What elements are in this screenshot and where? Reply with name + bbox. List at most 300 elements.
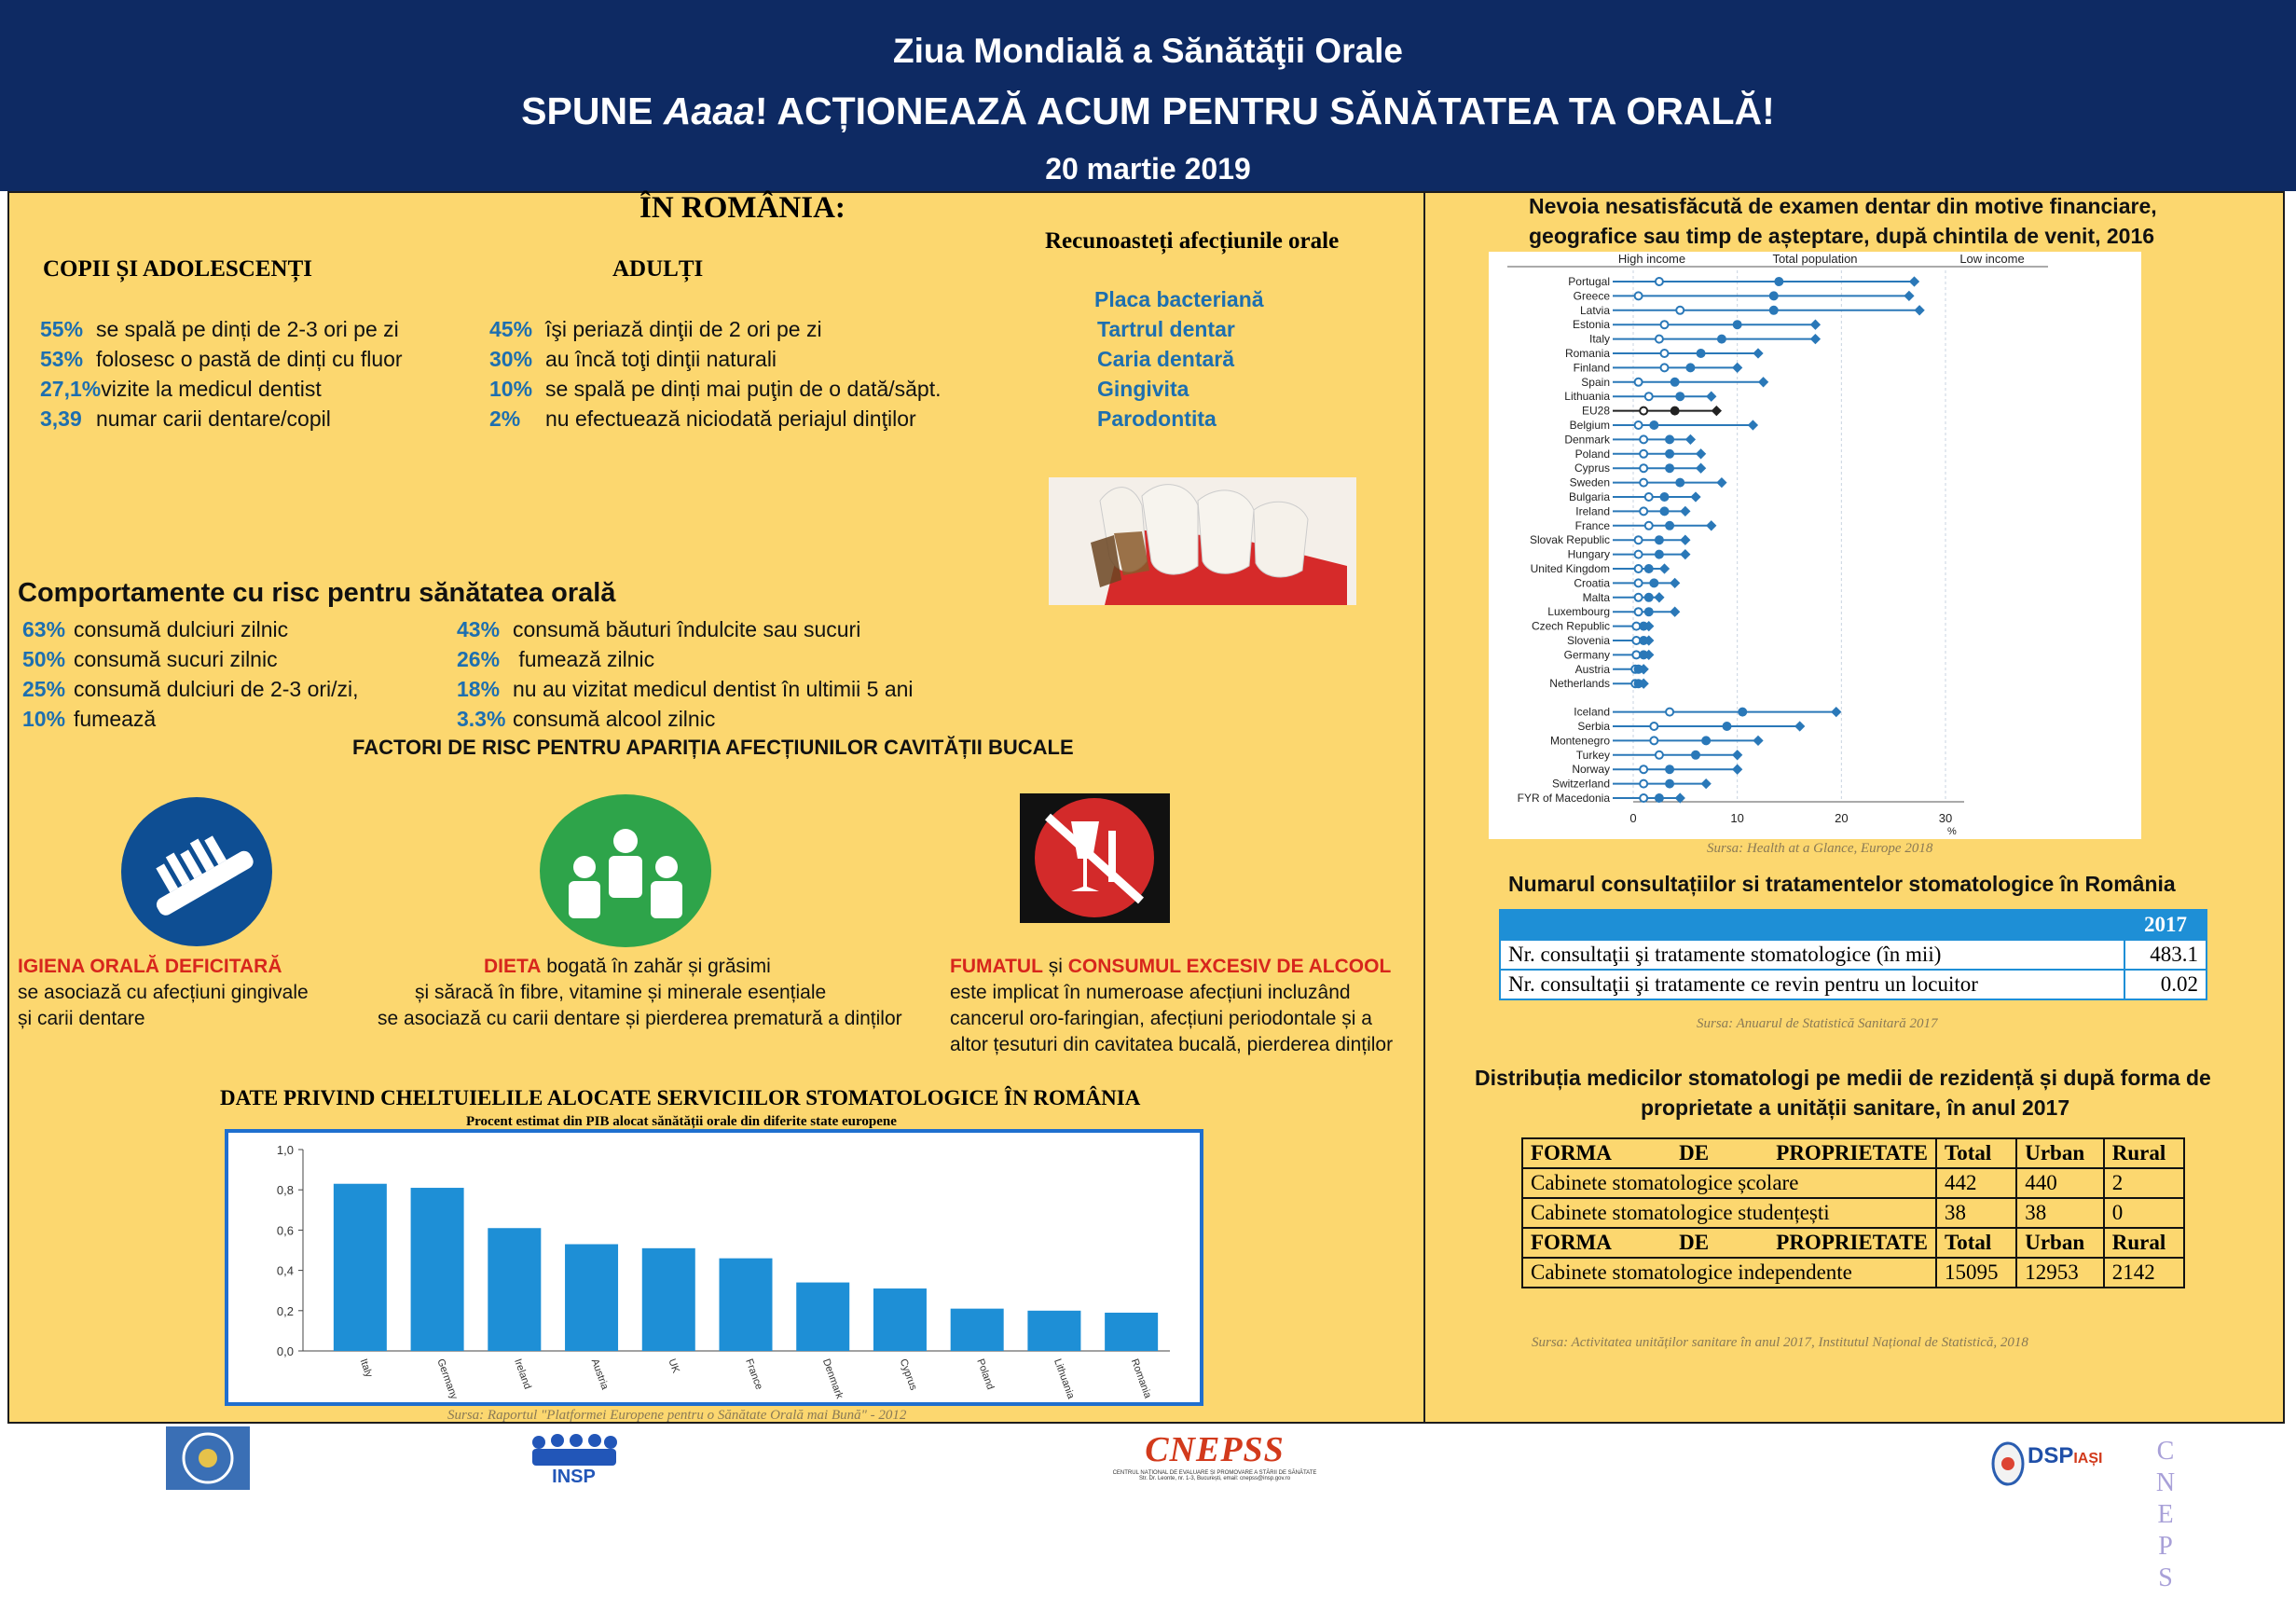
kids-item: [40, 406, 331, 432]
need-x-unit: %: [1947, 826, 1957, 837]
need-country-label: United Kingdom: [1530, 562, 1610, 575]
need-dot-low: [1748, 420, 1758, 430]
bar: [873, 1288, 927, 1351]
consult-row: [1500, 940, 2207, 970]
need-country-label: Estonia: [1572, 318, 1610, 332]
need-country-label: Austria: [1574, 662, 1610, 676]
risk-left-item: [22, 707, 156, 732]
need-country-label: Norway: [1572, 763, 1610, 777]
need-dot-high: [1650, 737, 1657, 744]
need-dot-high: [1640, 435, 1647, 443]
need-dot-high: [1656, 278, 1663, 285]
need-dot-high: [1640, 407, 1647, 415]
factor3-line4: altor țesuturi din cavitatea bucală, pierderea dinților: [950, 1034, 1394, 1055]
distrib-row-name: Cabinete stomatologice independente: [1522, 1258, 1936, 1288]
need-dot-total: [1661, 493, 1669, 501]
need-country-label: Sweden: [1569, 475, 1610, 489]
need-country-label: Iceland: [1574, 705, 1610, 719]
adults-item-text: au încă toţi dinţii naturali: [545, 347, 777, 371]
insp-logo: [525, 1431, 623, 1489]
header-banner: [0, 0, 2296, 191]
need-country-label: Latvia: [1579, 303, 1610, 317]
factor3-line2: este implicat în numeroase afecțiuni incluzând: [950, 982, 1351, 1003]
need-country-label: Ireland: [1575, 504, 1610, 518]
adults-item-pct: 10%: [489, 377, 533, 401]
need-dot-low: [1696, 463, 1706, 474]
adults-item: [489, 377, 942, 402]
need-country-label: Spain: [1581, 375, 1610, 389]
risk-left-item-pct: 63%: [22, 617, 66, 641]
need-dot-low: [1716, 477, 1726, 488]
need-dot-low: [1654, 592, 1664, 602]
kids-item-text: folosesc o pastă de dinți cu fluor: [96, 347, 403, 371]
distrib-row-name: Cabinete stomatologice școlare: [1522, 1168, 1936, 1198]
need-country-label: Switzerland: [1551, 777, 1610, 791]
header-line2-pre: SPUNE: [521, 90, 664, 132]
distrib-header-row-2: [1522, 1228, 2184, 1258]
kids-item-pct: 55%: [40, 317, 84, 341]
need-dot-low: [1680, 549, 1690, 559]
factor3-line3: cancerul oro-faringian, afecțiuni periodontale și a: [950, 1008, 1372, 1029]
need-dot-high: [1640, 507, 1647, 515]
vertical-cnepss-text: [2152, 1436, 2179, 1594]
distrib-row-urban: 38: [2016, 1198, 2104, 1228]
need-dot-total: [1645, 565, 1653, 572]
kids-item-pct: 3,39: [40, 406, 82, 431]
need-dot-total: [1734, 321, 1741, 328]
header-date: 20 martie 2019: [1045, 152, 1251, 186]
need-dot-low: [1670, 578, 1680, 588]
adults-item: [489, 406, 916, 432]
consult-header-empty: [1500, 910, 2124, 940]
need-dot-high: [1640, 765, 1647, 773]
need-legend-label: High income: [1617, 252, 1686, 266]
kids-item: [40, 347, 403, 372]
need-dot-total: [1645, 608, 1653, 615]
factor3-line1: FUMATUL și CONSUMUL EXCESIV DE ALCOOL: [950, 956, 1392, 977]
need-dot-total: [1775, 278, 1782, 285]
need-dot-total: [1671, 407, 1679, 415]
vertical-letter: S: [2158, 1564, 2173, 1592]
need-dot-low: [1794, 721, 1805, 731]
need-dot-low: [1732, 363, 1742, 373]
vertical-letter: N: [2155, 1468, 2176, 1497]
consult-row1-label: Nr. consultaţii şi tratamente stomatologice (în mii): [1500, 940, 2124, 970]
people-icon: [540, 794, 711, 948]
bar-category-label: UK: [666, 1357, 681, 1375]
distrib-table: [1521, 1137, 2185, 1288]
need-dot-total: [1666, 522, 1673, 530]
risk-left-item: [22, 647, 278, 672]
distrib-header2-urban: Urban: [2016, 1228, 2104, 1258]
distrib-row: [1522, 1198, 2184, 1228]
need-dot-high: [1640, 780, 1647, 788]
spending-chart-frame: [225, 1129, 1203, 1406]
need-dot-chart: [1489, 252, 2141, 839]
bar: [411, 1188, 464, 1351]
need-dot-high: [1656, 751, 1663, 759]
risk-right-item: [457, 647, 654, 672]
need-dot-low: [1696, 448, 1706, 459]
need-country-label: Hungary: [1567, 547, 1610, 561]
need-dot-high: [1635, 551, 1643, 558]
need-country-label: Netherlands: [1549, 677, 1610, 691]
need-dot-high: [1650, 723, 1657, 730]
need-dot-total: [1666, 450, 1673, 458]
need-country-label: Lithuania: [1564, 390, 1610, 404]
risk-right-item-text: consumă băuturi îndulcite sau sucuri: [513, 617, 861, 641]
bar-category-label: Ireland: [511, 1357, 533, 1391]
adults-item: [489, 317, 822, 342]
risk-right-item-text: fumează zilnic: [513, 647, 655, 671]
distrib-row-total: 38: [1936, 1198, 2016, 1228]
cnepss-logo-sub1: CENTRUL NAȚIONAL DE EVALUARE ȘI PROMOVARE A STĂRII DE SĂNĂTATE: [1112, 1470, 1317, 1476]
distrib-row: [1522, 1168, 2184, 1198]
column-divider: [1423, 191, 1425, 1424]
romania-title: ÎN ROMÂNIA:: [639, 191, 846, 225]
need-x-tick-label: 10: [1730, 811, 1744, 825]
risk-right-item-text: consumă alcool zilnic: [513, 707, 716, 731]
need-dot-total: [1656, 536, 1663, 544]
kids-item-text: vizite la medicul dentist: [101, 377, 322, 401]
bar-category-label: Poland: [974, 1357, 997, 1392]
need-dot-low: [1659, 563, 1670, 573]
need-dot-total: [1650, 421, 1657, 429]
distrib-header-rural: Rural: [2104, 1138, 2184, 1168]
need-dot-total: [1676, 393, 1684, 400]
bar-y-tick-label: 0,4: [276, 1263, 294, 1278]
need-dot-low: [1831, 707, 1841, 717]
bar-category-label: Germany: [434, 1357, 461, 1401]
dsp-iasi-logo: [2028, 1443, 2103, 1484]
insp-logo-text: INSP: [552, 1467, 596, 1487]
need-dot-low: [1753, 348, 1763, 358]
bar-y-tick-label: 0,0: [276, 1344, 294, 1358]
bar: [720, 1259, 773, 1351]
need-dot-total: [1739, 709, 1746, 716]
need-dot-total: [1724, 723, 1731, 730]
need-dot-high: [1635, 379, 1643, 386]
need-dot-high: [1635, 565, 1643, 572]
risk-left-item-text: consumă sucuri zilnic: [74, 647, 278, 671]
bar-category-label: Lithuania: [1052, 1357, 1077, 1400]
distrib-header-forma: FORMA DE PROPRIETATE: [1522, 1138, 1936, 1168]
consult-table: [1499, 909, 2207, 1000]
risk-left-item-text: fumează: [74, 707, 157, 731]
bar-category-label: Italy: [357, 1357, 375, 1379]
spending-subtitle: Procent estimat din PIB alocat sănătății orale din diferite state europene: [466, 1114, 897, 1129]
adults-item-text: nu efectuează niciodată periajul dinţilor: [545, 406, 916, 431]
bar: [488, 1228, 541, 1351]
bar: [1027, 1311, 1080, 1351]
dsp-logo-text2: IAȘI: [2073, 1451, 2103, 1467]
need-dot-total: [1676, 479, 1684, 487]
need-dot-high: [1635, 579, 1643, 586]
ministry-logo: [166, 1426, 250, 1490]
need-country-label: Cyprus: [1574, 461, 1610, 475]
distrib-row: [1522, 1258, 2184, 1288]
need-country-label: Greece: [1573, 289, 1610, 303]
need-dot-high: [1661, 321, 1669, 328]
risk-left-item-text: consumă dulciuri zilnic: [74, 617, 289, 641]
need-source: Sursa: Health at a Glance, Europe 2018: [1707, 841, 1933, 856]
need-dot-low: [1690, 491, 1700, 502]
need-dot-total: [1666, 765, 1673, 773]
need-country-label: France: [1574, 518, 1610, 532]
need-country-label: Denmark: [1564, 433, 1610, 447]
need-dot-low: [1904, 291, 1914, 301]
need-country-label: Turkey: [1575, 748, 1610, 762]
distrib-title-l2: proprietate a unității sanitare, în anul 2017: [1641, 1095, 2070, 1120]
need-dot-total: [1698, 350, 1705, 357]
need-country-label: Slovenia: [1566, 634, 1610, 647]
risk-right-item-text: nu au vizitat medicul dentist în ultimii 5 ani: [513, 677, 914, 701]
need-dot-total: [1770, 292, 1778, 299]
adults-item: [489, 347, 777, 372]
need-legend-label: Low income: [1959, 252, 2025, 266]
need-title-l1: Nevoia nesatisfăcută de examen dentar din motive financiare,: [1529, 194, 2157, 218]
distrib-row-urban: 440: [2016, 1168, 2104, 1198]
consult-year: 2017: [2124, 910, 2207, 940]
need-country-label: Bulgaria: [1568, 490, 1610, 503]
factor2-line1: DIETA bogată în zahăr și grăsimi: [484, 956, 771, 977]
need-country-label: Finland: [1573, 361, 1610, 375]
need-dot-high: [1640, 794, 1647, 802]
need-dot-high: [1632, 637, 1640, 644]
need-dot-low: [1680, 506, 1690, 517]
distrib-row-total: 442: [1936, 1168, 2016, 1198]
need-dot-high: [1676, 307, 1684, 314]
need-country-label: Italy: [1588, 332, 1610, 346]
risk-left-item: [22, 677, 359, 702]
consult-source: Sursa: Anuarul de Statistică Sanitară 2017: [1697, 1016, 1938, 1031]
need-dot-total: [1692, 751, 1699, 759]
need-dot-low: [1670, 607, 1680, 617]
bar-y-tick-label: 1,0: [276, 1143, 294, 1157]
need-dot-high: [1645, 393, 1653, 400]
need-country-label: Poland: [1574, 447, 1610, 461]
need-dot-high: [1645, 493, 1653, 501]
need-country-label: Malta: [1582, 590, 1610, 604]
distrib-row-urban: 12953: [2016, 1258, 2104, 1288]
bar-category-label: Austria: [588, 1357, 611, 1392]
factors-title: FACTORI DE RISC PENTRU APARIȚIA AFECȚIUNILOR CAVITĂȚII BUCALE: [352, 736, 1074, 759]
need-dot-low: [1914, 305, 1924, 315]
need-legend-label: Total population: [1772, 252, 1858, 266]
need-dot-high: [1635, 421, 1643, 429]
need-dot-high: [1656, 336, 1663, 343]
distrib-header2-forma: FORMA DE PROPRIETATE: [1522, 1228, 1936, 1258]
need-country-label: Belgium: [1569, 419, 1610, 432]
bar-category-label: Denmark: [819, 1357, 846, 1400]
need-dot-low: [1732, 765, 1742, 775]
cnepss-logo-text: CNEPSS: [1145, 1430, 1285, 1469]
consult-row1-value: 483.1: [2124, 940, 2207, 970]
need-dot-low: [1732, 750, 1742, 760]
need-dot-high: [1635, 608, 1643, 615]
kids-item: [40, 317, 399, 342]
spending-source: Sursa: Raportul "Platformei Europene pentru o Sănătate Orală mai Bună" - 2012: [447, 1408, 907, 1423]
adults-item-text: se spală pe dinți mai puţin de o dată/săpt.: [545, 377, 942, 401]
bar-y-tick-label: 0,2: [276, 1303, 294, 1318]
emblem-logo: [1991, 1440, 2025, 1487]
risk-left-item-pct: 25%: [22, 677, 66, 701]
distrib-header-urban: Urban: [2016, 1138, 2104, 1168]
adults-item-pct: 45%: [489, 317, 533, 341]
need-country-label: Romania: [1564, 347, 1610, 360]
need-dot-total: [1686, 364, 1694, 371]
bar: [565, 1245, 618, 1351]
vertical-letter: C: [2156, 1437, 2175, 1466]
recognize-item: Caria dentară: [1097, 347, 1235, 371]
bar: [951, 1309, 1004, 1351]
bar-category-label: France: [743, 1357, 765, 1392]
need-dot-low: [1706, 520, 1716, 530]
cnepss-logo: [1107, 1429, 1322, 1495]
need-country-label: Montenegro: [1549, 734, 1610, 748]
adults-title: ADULȚI: [612, 256, 704, 282]
bar-y-tick-label: 0,8: [276, 1183, 294, 1198]
bar: [334, 1184, 387, 1351]
spending-bar-chart: [228, 1133, 1200, 1402]
recognize-item: Gingivita: [1097, 377, 1189, 401]
need-dot-total: [1671, 379, 1679, 386]
toothbrush-icon: [121, 797, 273, 946]
header-line2: [0, 90, 2296, 133]
need-title-l2: geografice sau timp de așteptare, după chintila de venit, 2016: [1529, 224, 2155, 248]
bar: [1105, 1313, 1158, 1351]
need-dot-low: [1810, 320, 1821, 330]
recognize-title: Recunoasteți afecțiunile orale: [1045, 228, 1340, 254]
distrib-row-rural: 0: [2104, 1198, 2184, 1228]
factor1-red: IGIENA ORALĂ DEFICITARĂ: [18, 956, 282, 977]
adults-item-pct: 30%: [489, 347, 533, 371]
risk-right-item-pct: 26%: [457, 647, 501, 671]
factor2-line3: se asociază cu carii dentare și pierderea prematură a dinților: [378, 1008, 902, 1029]
risk-left-item-text: consumă dulciuri de 2-3 ori/zi,: [74, 677, 359, 701]
need-dot-total: [1656, 551, 1663, 558]
need-dot-low: [1701, 778, 1712, 789]
need-chart-frame: [1489, 252, 2141, 839]
bar-y-tick-label: 0,6: [276, 1223, 294, 1238]
need-dot-low: [1685, 434, 1696, 445]
dsp-logo-text: DSP: [2028, 1443, 2074, 1468]
need-dot-high: [1640, 450, 1647, 458]
risk-right-item-pct: 3.3%: [457, 707, 506, 731]
vertical-letter: P: [2158, 1532, 2173, 1561]
need-dot-low: [1680, 535, 1690, 545]
need-dot-high: [1635, 292, 1643, 299]
need-dot-total: [1666, 435, 1673, 443]
need-dot-low: [1810, 334, 1821, 344]
need-dot-total: [1650, 579, 1657, 586]
factor2-line2: și săracă în fibre, vitamine și minerale esențiale: [415, 982, 827, 1003]
kids-item-pct: 53%: [40, 347, 84, 371]
consult-row2-label: Nr. consultaţii şi tratamente ce revin pentru un locuitor: [1500, 970, 2124, 999]
need-dot-high: [1632, 651, 1640, 658]
bar: [642, 1248, 695, 1351]
need-country-label: FYR of Macedonia: [1517, 792, 1610, 805]
recognize-item: Parodontita: [1097, 406, 1217, 431]
distrib-header-total: Total: [1936, 1138, 2016, 1168]
need-dot-high: [1666, 709, 1673, 716]
need-dot-total: [1718, 336, 1725, 343]
adults-item-text: îşi periază dinţii de 2 ori pe zi: [545, 317, 822, 341]
need-dot-low: [1706, 392, 1716, 402]
distrib-row-name: Cabinete stomatologice studențești: [1522, 1198, 1936, 1228]
need-country-label: Croatia: [1574, 576, 1610, 590]
recognize-item: Placa bacteriană: [1094, 287, 1264, 311]
need-country-label: Czech Republic: [1531, 619, 1610, 633]
need-dot-low: [1712, 406, 1722, 416]
distrib-source: Sursa: Activitatea unităților sanitare în anul 2017, Institutul Național de Statistică, 2018: [1532, 1335, 2028, 1350]
recognize-item: Tartrul dentar: [1097, 317, 1235, 341]
need-country-label: Serbia: [1577, 720, 1610, 733]
consult-row: [1500, 970, 2207, 999]
risk-right-item-pct: 43%: [457, 617, 501, 641]
need-dot-low: [1909, 276, 1919, 286]
need-dot-total: [1770, 307, 1778, 314]
need-x-tick-label: 20: [1835, 811, 1849, 825]
header-line2-italic: Aaaa: [663, 90, 755, 132]
risk-title: Comportamente cu risc pentru sănătatea orală: [18, 578, 616, 608]
adults-item-pct: 2%: [489, 406, 521, 431]
teeth-photo: [1049, 477, 1356, 605]
no-smoking-alcohol-icon: [1020, 793, 1170, 923]
cnepss-logo-sub2: Str. Dr. Leonte, nr. 1-3, București, email: cnepss@insp.gov.ro: [1138, 1476, 1291, 1481]
risk-left-item-pct: 50%: [22, 647, 66, 671]
factor1-line2: se asociază cu afecțiuni gingivale: [18, 982, 309, 1003]
need-country-label: Portugal: [1568, 275, 1610, 288]
risk-right-item-pct: 18%: [457, 677, 501, 701]
need-x-tick-label: 30: [1938, 811, 1953, 825]
need-dot-total: [1666, 780, 1673, 788]
need-dot-high: [1632, 623, 1640, 630]
bar-category-label: Cyprus: [897, 1357, 919, 1392]
need-country-label: Germany: [1563, 648, 1610, 662]
kids-item-text: se spală pe dinți de 2-3 ori pe zi: [96, 317, 399, 341]
need-dot-total: [1702, 737, 1710, 744]
need-dot-low: [1758, 377, 1768, 387]
distrib-row-rural: 2142: [2104, 1258, 2184, 1288]
distrib-row-total: 15095: [1936, 1258, 2016, 1288]
risk-right-item: [457, 677, 914, 702]
distrib-header2-rural: Rural: [2104, 1228, 2184, 1258]
header-line1: Ziua Mondială a Sănătăţii Orale: [893, 32, 1403, 70]
need-dot-high: [1661, 364, 1669, 371]
need-dot-high: [1640, 479, 1647, 487]
header-line2-post: ! ACȚIONEAZĂ ACUM PENTRU SĂNĂTATEA TA ORALĂ!: [754, 90, 1775, 132]
distrib-header-row: [1522, 1138, 2184, 1168]
distrib-header2-total: Total: [1936, 1228, 2016, 1258]
bar-category-label: Romania: [1128, 1357, 1154, 1400]
risk-right-item: [457, 617, 860, 642]
distrib-title-l1: Distribuția medicilor stomatologi pe medii de rezidență și după forma de: [1475, 1066, 2211, 1090]
vertical-letter: E: [2157, 1500, 2174, 1529]
risk-left-item-pct: 10%: [22, 707, 66, 731]
factor1-line3: și carii dentare: [18, 1008, 145, 1029]
need-dot-high: [1640, 464, 1647, 472]
kids-item: [40, 377, 322, 402]
need-dot-total: [1645, 594, 1653, 601]
consult-title: Numarul consultațiilor si tratamentelor stomatologice în România: [1508, 872, 2176, 896]
distrib-row-rural: 2: [2104, 1168, 2184, 1198]
risk-right-item: [457, 707, 715, 732]
need-x-tick-label: 0: [1629, 811, 1637, 825]
kids-title: COPII ȘI ADOLESCENȚI: [43, 256, 312, 282]
bar: [796, 1283, 849, 1351]
need-country-label: Luxembourg: [1547, 605, 1610, 619]
